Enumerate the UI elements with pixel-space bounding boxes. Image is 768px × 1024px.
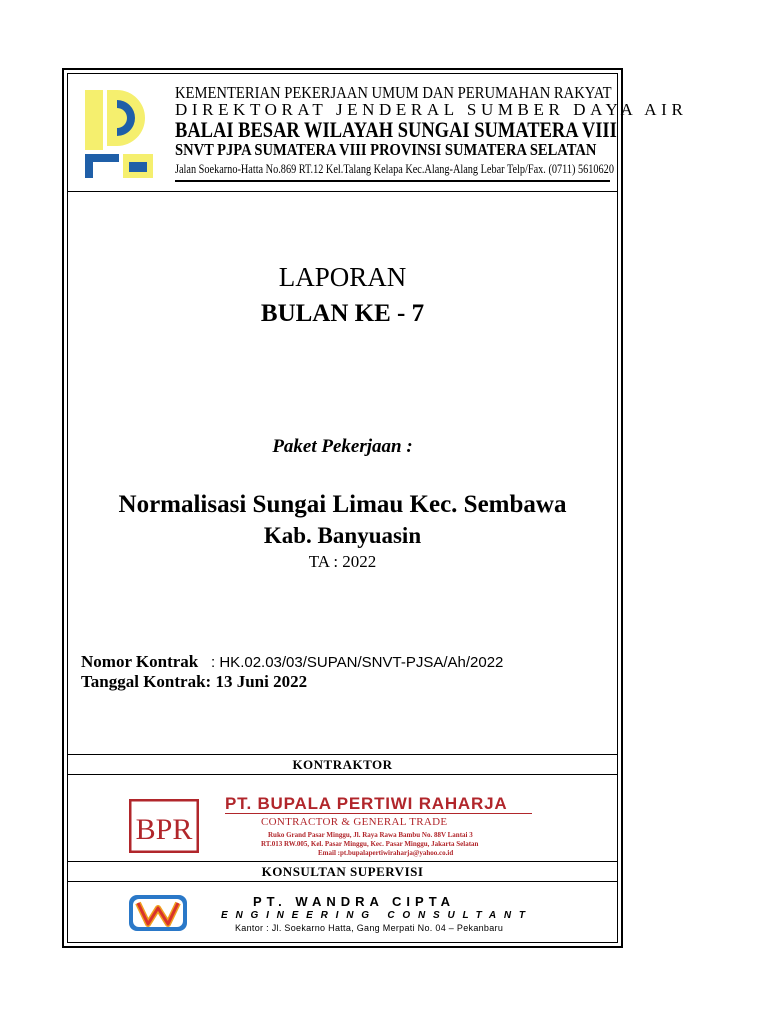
- letterhead: [71, 77, 688, 189]
- contractor-address-1: Ruko Grand Pasar Minggu, Jl. Raya Rawa Bambu No. 88V Lantai 3: [268, 831, 473, 839]
- contract-date-row: [81, 672, 307, 692]
- contractor-subtitle: CONTRACTOR & GENERAL TRADE: [261, 816, 448, 828]
- ministry-name: KEMENTERIAN PEKERJAAN UMUM DAN PERUMAHAN RAKYAT: [175, 83, 612, 102]
- contractor-section-label: KONTRAKTOR: [292, 757, 393, 772]
- supervisor-subtitle: ENGINEERING CONSULTANT: [221, 910, 533, 921]
- pupr-logo-icon: [79, 82, 159, 186]
- fiscal-year: TA : 2022: [308, 552, 377, 571]
- contractor-email: Email :pt.bupalapertiwiraharja@yahoo.co.id: [318, 849, 454, 857]
- contractor-rule: [225, 813, 532, 814]
- divider: [68, 881, 617, 882]
- contract-date-value: : 13 Juni 2022: [205, 672, 308, 691]
- contract-number-value: : HK.02.03/03/SUPAN/SNVT-PJSA/Ah/2022: [211, 654, 504, 671]
- project-name-line2: Kab. Banyuasin: [263, 523, 422, 548]
- wandra-cipta-logo-icon: [128, 894, 188, 932]
- divider: [68, 861, 617, 862]
- divider: [68, 774, 617, 775]
- balai-name: BALAI BESAR WILAYAH SUNGAI SUMATERA VIII: [175, 117, 617, 142]
- snvt-name: SNVT PJPA SUMATERA VIII PROVINSI SUMATERA SELATAN: [175, 140, 597, 159]
- contractor-address-2: RT.013 RW.005, Kel. Pasar Minggu, Kec. Pasar Minggu, Jakarta Selatan: [261, 840, 479, 848]
- supervisor-address: Kantor : Jl. Soekarno Hatta, Gang Merpati No. 04 – Pekanbaru: [235, 923, 504, 933]
- bpr-logo-text: BPR: [135, 813, 193, 846]
- supervisor-section-label: KONSULTAN SUPERVISI: [261, 864, 424, 879]
- project-name-line1: Normalisasi Sungai Limau Kec. Sembawa: [118, 491, 567, 518]
- report-month: BULAN KE - 7: [260, 300, 425, 327]
- package-label: Paket Pekerjaan :: [272, 436, 413, 457]
- contract-number-row: [81, 652, 503, 672]
- document-frame: [62, 68, 688, 948]
- directorate-name: DIREKTORAT JENDERAL SUMBER DAYA AIR: [175, 100, 688, 119]
- divider: [68, 754, 617, 755]
- bpr-logo-icon: [129, 799, 199, 853]
- supervisor-company-name: PT. WANDRA CIPTA: [253, 894, 456, 909]
- header-divider: [68, 191, 617, 192]
- contract-number-label: Nomor Kontrak: [81, 652, 199, 671]
- document-inner-border: [67, 73, 688, 943]
- header-rule: [175, 180, 610, 182]
- contractor-company-name: PT. BUPALA PERTIWI RAHARJA: [225, 794, 508, 813]
- contract-date-label: Tanggal Kontrak: [81, 672, 206, 691]
- office-address: Jalan Soekarno-Hatta No.869 RT.12 Kel.Talang Kelapa Kec.Alang-Alang Lebar Telp/Fax. (0711) 5610620: [175, 161, 614, 176]
- report-title: LAPORAN: [278, 262, 407, 292]
